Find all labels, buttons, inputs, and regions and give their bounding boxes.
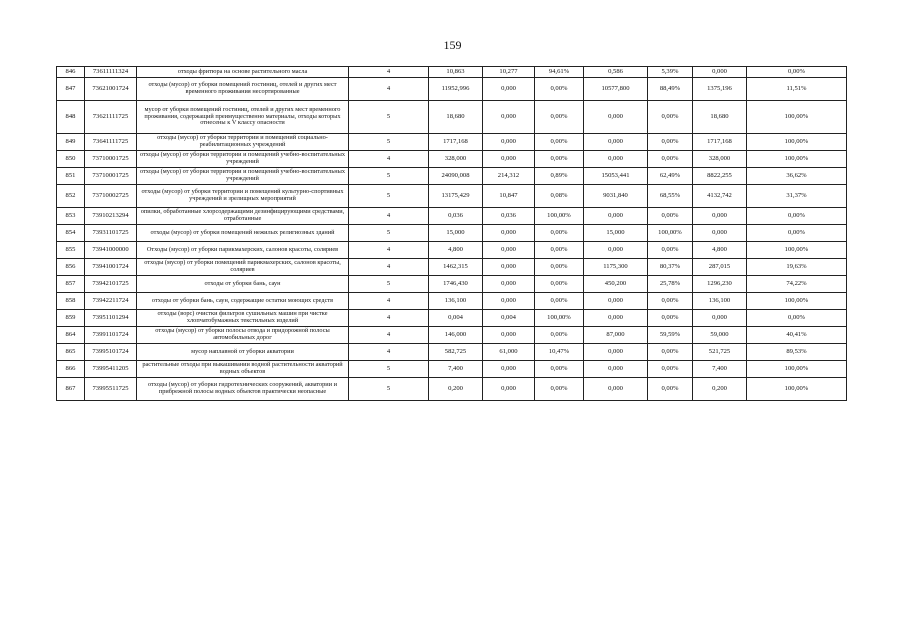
hazard-class: 5 (349, 225, 429, 242)
waste-name: отходы (мусор) от уборки помещений нежилых религиозных зданий (137, 225, 349, 242)
total-amount: 1462,315 (429, 259, 483, 276)
col-11-percent: 89,53% (747, 344, 847, 361)
col-9-percent: 0,00% (648, 361, 693, 378)
col-6-value: 0,000 (483, 225, 535, 242)
row-number: 865 (57, 344, 85, 361)
table-row (57, 293, 847, 310)
col-6-value: 0,000 (483, 78, 535, 101)
col-8-value: 0,000 (584, 344, 648, 361)
col-7-percent: 100,00% (535, 208, 584, 225)
col-10-value: 0,200 (693, 378, 747, 401)
col-11-percent: 100,00% (747, 378, 847, 401)
col-8-value: 0,000 (584, 101, 648, 134)
hazard-class: 4 (349, 78, 429, 101)
col-10-value: 136,100 (693, 293, 747, 310)
col-11-percent: 100,00% (747, 134, 847, 151)
total-amount: 328,000 (429, 151, 483, 168)
col-7-percent: 0,00% (535, 78, 584, 101)
fkko-code: 73995101724 (85, 344, 137, 361)
col-7-percent: 0,00% (535, 361, 584, 378)
col-7-percent: 100,00% (535, 310, 584, 327)
hazard-class: 5 (349, 101, 429, 134)
col-11-percent: 100,00% (747, 101, 847, 134)
col-7-percent: 0,00% (535, 276, 584, 293)
table-row (57, 78, 847, 101)
col-9-percent: 62,49% (648, 168, 693, 185)
row-number: 867 (57, 378, 85, 401)
col-9-percent: 0,00% (648, 101, 693, 134)
waste-name: отходы (ворс) очистки фильтров сушильных машин при чистке хлопчатобумажных текстильных изделий (137, 310, 349, 327)
table-row (57, 67, 847, 78)
hazard-class: 5 (349, 134, 429, 151)
col-11-percent: 100,00% (747, 361, 847, 378)
hazard-class: 4 (349, 67, 429, 78)
fkko-code: 73942211724 (85, 293, 137, 310)
waste-name: отходы (мусор) от уборки гидротехнических сооружений, акватории и прибрежной полосы водных объектов практически неопасные (137, 378, 349, 401)
col-6-value: 0,000 (483, 327, 535, 344)
col-6-value: 0,000 (483, 101, 535, 134)
col-7-percent: 0,08% (535, 185, 584, 208)
table-row (57, 242, 847, 259)
col-8-value: 9031,840 (584, 185, 648, 208)
col-8-value: 0,000 (584, 242, 648, 259)
col-11-percent: 100,00% (747, 151, 847, 168)
row-number: 856 (57, 259, 85, 276)
col-8-value: 15,000 (584, 225, 648, 242)
total-amount: 1746,430 (429, 276, 483, 293)
col-8-value: 0,000 (584, 151, 648, 168)
col-8-value: 0,000 (584, 134, 648, 151)
row-number: 852 (57, 185, 85, 208)
col-8-value: 0,000 (584, 310, 648, 327)
waste-name: мусор от уборки помещений гостиниц, отелей и других мест временного проживания, содержащий преимущественно материалы, отходы которых отнесены к V классу опасности (137, 101, 349, 134)
table-row (57, 378, 847, 401)
col-10-value: 0,000 (693, 310, 747, 327)
total-amount: 582,725 (429, 344, 483, 361)
col-9-percent: 0,00% (648, 242, 693, 259)
col-7-percent: 0,00% (535, 293, 584, 310)
table-row (57, 168, 847, 185)
col-6-value: 0,036 (483, 208, 535, 225)
fkko-code: 73951101294 (85, 310, 137, 327)
col-10-value: 1296,230 (693, 276, 747, 293)
table-row (57, 276, 847, 293)
row-number: 846 (57, 67, 85, 78)
col-10-value: 59,000 (693, 327, 747, 344)
total-amount: 0,004 (429, 310, 483, 327)
fkko-code: 73941000000 (85, 242, 137, 259)
hazard-class: 4 (349, 259, 429, 276)
col-6-value: 10,277 (483, 67, 535, 78)
col-8-value: 0,000 (584, 378, 648, 401)
table-row (57, 208, 847, 225)
hazard-class: 4 (349, 344, 429, 361)
waste-name: Отходы (мусор) от уборки парикмахерских, салонов красоты, соляриев (137, 242, 349, 259)
hazard-class: 4 (349, 151, 429, 168)
col-10-value: 4,800 (693, 242, 747, 259)
col-8-value: 1175,300 (584, 259, 648, 276)
col-6-value: 0,000 (483, 134, 535, 151)
col-11-percent: 11,51% (747, 78, 847, 101)
col-7-percent: 0,00% (535, 151, 584, 168)
col-10-value: 0,000 (693, 67, 747, 78)
col-10-value: 18,680 (693, 101, 747, 134)
fkko-code: 73931101725 (85, 225, 137, 242)
row-number: 849 (57, 134, 85, 151)
fkko-code: 73941001724 (85, 259, 137, 276)
row-number: 854 (57, 225, 85, 242)
hazard-class: 4 (349, 242, 429, 259)
col-11-percent: 0,00% (747, 310, 847, 327)
col-8-value: 10577,800 (584, 78, 648, 101)
col-11-percent: 0,00% (747, 208, 847, 225)
col-6-value: 10,847 (483, 185, 535, 208)
col-6-value: 0,004 (483, 310, 535, 327)
col-9-percent: 100,00% (648, 225, 693, 242)
col-9-percent: 0,00% (648, 378, 693, 401)
row-number: 848 (57, 101, 85, 134)
row-number: 855 (57, 242, 85, 259)
col-10-value: 0,000 (693, 225, 747, 242)
col-9-percent: 68,55% (648, 185, 693, 208)
col-7-percent: 0,00% (535, 225, 584, 242)
col-6-value: 0,000 (483, 151, 535, 168)
fkko-code: 73641111725 (85, 134, 137, 151)
table-row (57, 259, 847, 276)
col-8-value: 0,586 (584, 67, 648, 78)
hazard-class: 5 (349, 168, 429, 185)
waste-name: отходы (мусор) от уборки полосы отвода и придорожной полосы автомобильных дорог (137, 327, 349, 344)
col-10-value: 8822,255 (693, 168, 747, 185)
col-9-percent: 25,78% (648, 276, 693, 293)
row-number: 851 (57, 168, 85, 185)
table-row (57, 225, 847, 242)
total-amount: 10,863 (429, 67, 483, 78)
hazard-class: 4 (349, 310, 429, 327)
col-11-percent: 40,41% (747, 327, 847, 344)
total-amount: 146,000 (429, 327, 483, 344)
col-11-percent: 100,00% (747, 242, 847, 259)
row-number: 858 (57, 293, 85, 310)
hazard-class: 4 (349, 327, 429, 344)
row-number: 853 (57, 208, 85, 225)
fkko-code: 73942101725 (85, 276, 137, 293)
waste-name: мусор наплавной от уборки акватории (137, 344, 349, 361)
col-7-percent: 0,89% (535, 168, 584, 185)
fkko-code: 73910213294 (85, 208, 137, 225)
row-number: 850 (57, 151, 85, 168)
waste-name: отходы (мусор) от уборки территории и помещений культурно-спортивных учреждений и зрелищных мероприятий (137, 185, 349, 208)
col-10-value: 7,400 (693, 361, 747, 378)
col-7-percent: 0,00% (535, 134, 584, 151)
row-number: 847 (57, 78, 85, 101)
waste-name: отходы от уборки бань, саун (137, 276, 349, 293)
total-amount: 18,680 (429, 101, 483, 134)
col-7-percent: 0,00% (535, 327, 584, 344)
fkko-code: 73621001724 (85, 78, 137, 101)
col-9-percent: 0,00% (648, 344, 693, 361)
total-amount: 4,800 (429, 242, 483, 259)
hazard-class: 5 (349, 378, 429, 401)
waste-table (56, 66, 847, 401)
col-11-percent: 36,62% (747, 168, 847, 185)
col-10-value: 4132,742 (693, 185, 747, 208)
col-6-value: 0,000 (483, 259, 535, 276)
col-10-value: 1717,168 (693, 134, 747, 151)
col-9-percent: 0,00% (648, 208, 693, 225)
col-8-value: 450,200 (584, 276, 648, 293)
fkko-code: 73710001725 (85, 168, 137, 185)
col-9-percent: 59,59% (648, 327, 693, 344)
col-11-percent: 0,00% (747, 67, 847, 78)
table-row (57, 151, 847, 168)
hazard-class: 5 (349, 361, 429, 378)
hazard-class: 4 (349, 208, 429, 225)
fkko-code: 73995411205 (85, 361, 137, 378)
page-number: 159 (443, 38, 462, 52)
fkko-code: 73611111324 (85, 67, 137, 78)
col-8-value: 0,000 (584, 361, 648, 378)
waste-name: опилки, обработанные хлорсодержащими дезинфицирующими средствами, отработанные (137, 208, 349, 225)
col-10-value: 328,000 (693, 151, 747, 168)
col-11-percent: 31,37% (747, 185, 847, 208)
table-row (57, 344, 847, 361)
table-row (57, 185, 847, 208)
col-8-value: 87,000 (584, 327, 648, 344)
total-amount: 11952,996 (429, 78, 483, 101)
col-11-percent: 100,00% (747, 293, 847, 310)
table-row (57, 134, 847, 151)
total-amount: 7,400 (429, 361, 483, 378)
col-10-value: 521,725 (693, 344, 747, 361)
table-row (57, 361, 847, 378)
hazard-class: 5 (349, 185, 429, 208)
col-9-percent: 80,37% (648, 259, 693, 276)
fkko-code: 73991101724 (85, 327, 137, 344)
col-7-percent: 0,00% (535, 259, 584, 276)
fkko-code: 73621111725 (85, 101, 137, 134)
waste-name: отходы (мусор) от уборки территории и помещений социально-реабилитационных учреждений (137, 134, 349, 151)
waste-name: отходы фритюра на основе растительного масла (137, 67, 349, 78)
col-11-percent: 74,22% (747, 276, 847, 293)
col-9-percent: 88,49% (648, 78, 693, 101)
col-11-percent: 0,00% (747, 225, 847, 242)
col-10-value: 1375,196 (693, 78, 747, 101)
col-6-value: 0,000 (483, 276, 535, 293)
col-9-percent: 0,00% (648, 134, 693, 151)
table-row (57, 327, 847, 344)
col-6-value: 0,000 (483, 378, 535, 401)
table-body (57, 67, 847, 401)
table-row (57, 101, 847, 134)
col-6-value: 214,312 (483, 168, 535, 185)
col-7-percent: 0,00% (535, 101, 584, 134)
fkko-code: 73710001725 (85, 151, 137, 168)
fkko-code: 73710002725 (85, 185, 137, 208)
col-8-value: 0,000 (584, 208, 648, 225)
hazard-class: 5 (349, 276, 429, 293)
col-11-percent: 19,63% (747, 259, 847, 276)
waste-name: отходы (мусор) от уборки территории и помещений учебно-воспитательных учреждений (137, 168, 349, 185)
row-number: 859 (57, 310, 85, 327)
col-7-percent: 0,00% (535, 242, 584, 259)
waste-name: растительные отходы при выкашивании водной растительности акваторий водных объектов (137, 361, 349, 378)
waste-name: отходы от уборки бань, саун, содержащие остатки моющих средств (137, 293, 349, 310)
total-amount: 13175,429 (429, 185, 483, 208)
col-10-value: 0,000 (693, 208, 747, 225)
col-6-value: 61,000 (483, 344, 535, 361)
col-7-percent: 10,47% (535, 344, 584, 361)
table-row (57, 310, 847, 327)
col-9-percent: 0,00% (648, 151, 693, 168)
col-6-value: 0,000 (483, 242, 535, 259)
waste-name: отходы (мусор) от уборки помещений гостиниц, отелей и других мест временного проживания несортированные (137, 78, 349, 101)
col-7-percent: 94,61% (535, 67, 584, 78)
waste-name: отходы (мусор) от уборки территории и помещений учебно-воспитательных учреждений (137, 151, 349, 168)
hazard-class: 4 (349, 293, 429, 310)
total-amount: 15,000 (429, 225, 483, 242)
col-9-percent: 5,39% (648, 67, 693, 78)
row-number: 857 (57, 276, 85, 293)
total-amount: 0,036 (429, 208, 483, 225)
col-10-value: 287,015 (693, 259, 747, 276)
row-number: 864 (57, 327, 85, 344)
col-7-percent: 0,00% (535, 378, 584, 401)
col-6-value: 0,000 (483, 293, 535, 310)
total-amount: 0,200 (429, 378, 483, 401)
fkko-code: 73995511725 (85, 378, 137, 401)
col-8-value: 0,000 (584, 293, 648, 310)
total-amount: 24090,008 (429, 168, 483, 185)
total-amount: 136,100 (429, 293, 483, 310)
col-9-percent: 0,00% (648, 293, 693, 310)
total-amount: 1717,168 (429, 134, 483, 151)
col-6-value: 0,000 (483, 361, 535, 378)
row-number: 866 (57, 361, 85, 378)
col-9-percent: 0,00% (648, 310, 693, 327)
waste-name: отходы (мусор) от уборки помещений парикмахерских, салонов красоты, соляриев (137, 259, 349, 276)
col-8-value: 15053,441 (584, 168, 648, 185)
